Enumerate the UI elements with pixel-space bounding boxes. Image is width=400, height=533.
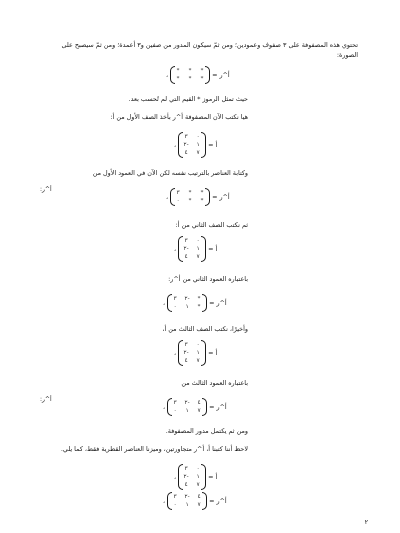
matrix-label-at: أ^ر <box>216 497 227 505</box>
matrix-cell: ١ <box>196 474 200 480</box>
matrix-label-at: أ^ر <box>216 299 227 307</box>
matrix-cell: ٣ <box>184 466 188 472</box>
matrix-cell: ٠ <box>196 238 200 244</box>
matrix-cell: * <box>188 68 192 74</box>
matrix-label-at: أ^ر <box>219 71 230 79</box>
comma: ، <box>174 473 177 481</box>
write-col1-text: وكتابة العناصر بالترتيب نفسه لكن الآن في العمود الأول من <box>92 169 248 177</box>
as-col3-text: باعتباره العمود الثالث من <box>181 379 248 387</box>
matrix-cell: ٢- <box>183 142 189 148</box>
note-text: لاحظ أننا كتبنا أ، أ^ر متجاورتين، وميزنا العناصر القطرية فقط، كما يلي. <box>60 445 248 453</box>
equation-at-col1 <box>166 188 230 206</box>
matrix-cell: ١ <box>196 350 200 356</box>
a-matrix <box>178 340 206 366</box>
matrix-cell: ٣ <box>184 134 188 140</box>
at-col1-matrix <box>170 188 210 206</box>
matrix-cell: * <box>188 198 192 204</box>
complete-text: ومن ثم يكتمل مدور المصفوفة. <box>165 427 248 435</box>
matrix-cell: * <box>188 190 192 196</box>
equals-sign: = <box>208 473 214 481</box>
matrix-cell: ٠ <box>173 502 177 508</box>
next-row2-text: ثم نكتب الصف الثاني من أ: <box>175 221 248 229</box>
matrix-cell: * <box>197 304 201 310</box>
matrix-cell: * <box>200 68 204 74</box>
matrix-cell: ٢- <box>184 494 190 500</box>
intro-paragraph: تحتوي هذه المصفوفة على ٣ صفوف وعمودين؛ ومن ثمّ سيكون المدور من صفين و٣ أعمدة؛ ومن ثمّ سيصبح على الصورة: <box>61 41 358 59</box>
matrix-cell: * <box>176 68 180 74</box>
matrix-cell: * <box>200 190 204 196</box>
equation-a-3 <box>174 340 217 366</box>
matrix-cell: ٧ <box>196 150 200 156</box>
stars-matrix <box>170 66 210 84</box>
matrix-cell: ٣ <box>184 342 188 348</box>
finally-row3-text: وأخيرًا، نكتب الصف الثالث من أ، <box>162 325 248 333</box>
equation-a-4 <box>174 464 217 490</box>
matrix-cell: ٧ <box>196 254 200 260</box>
matrix-cell: * <box>200 198 204 204</box>
equals-sign: = <box>209 497 215 505</box>
equals-sign: = <box>208 245 214 253</box>
matrix-cell: ٤ <box>184 358 188 364</box>
equation-at-full-1 <box>163 398 227 416</box>
comma: ، <box>166 71 169 79</box>
matrix-cell: * <box>176 76 180 82</box>
matrix-cell: ٧ <box>196 358 200 364</box>
matrix-cell: ١ <box>185 502 189 508</box>
matrix-cell: ٧ <box>197 408 201 414</box>
equation-a-2 <box>174 236 217 262</box>
matrix-cell: ٢- <box>184 296 190 302</box>
matrix-cell: ١ <box>196 142 200 148</box>
matrix-cell: ٣ <box>176 190 180 196</box>
matrix-label-a: أ <box>215 473 218 481</box>
comma: ، <box>163 299 166 307</box>
a-matrix <box>178 464 206 490</box>
equals-sign: = <box>208 141 214 149</box>
matrix-cell: ٧ <box>196 482 200 488</box>
matrix-cell: ٣ <box>184 238 188 244</box>
as-col2-text: باعتباره العمود الثاني من أ^ر: <box>168 275 248 283</box>
comma: ، <box>174 245 177 253</box>
side-label-at-1: أ^ر: <box>40 186 52 193</box>
at-col2-matrix <box>167 294 207 312</box>
matrix-label-at: أ^ر <box>216 403 227 411</box>
matrix-cell: ٣ <box>173 494 177 500</box>
stars-note: حيث تمثل الرموز * القيم التي لم تُحسب بعد. <box>128 95 248 103</box>
matrix-cell: ٤ <box>197 494 201 500</box>
matrix-cell: ١ <box>196 246 200 252</box>
equation-at-full-2 <box>163 492 227 510</box>
equals-sign: = <box>209 403 215 411</box>
a-matrix <box>178 236 206 262</box>
matrix-cell: ٤ <box>184 482 188 488</box>
matrix-label-a: أ <box>215 141 218 149</box>
comma: ، <box>163 497 166 505</box>
side-label-at-2: أ^ر: <box>40 396 52 403</box>
at-full-matrix <box>167 398 207 416</box>
matrix-label-at: أ^ر <box>219 193 230 201</box>
matrix-cell: ٠ <box>196 466 200 472</box>
matrix-cell: ٢- <box>184 400 190 406</box>
matrix-cell: ٣ <box>173 296 177 302</box>
matrix-cell: ٤ <box>197 400 201 406</box>
matrix-cell: ٠ <box>173 408 177 414</box>
equals-sign: = <box>208 349 214 357</box>
matrix-cell: ٠ <box>196 134 200 140</box>
matrix-cell: ٢- <box>183 350 189 356</box>
matrix-cell: ٠ <box>176 198 180 204</box>
matrix-cell: ١ <box>185 304 189 310</box>
page-number: ٢ <box>364 518 368 526</box>
equals-sign: = <box>212 71 218 79</box>
write-row1-text: هيا نكتب الآن المصفوفة أ^ر بأخذ الصف الأول من أ: <box>110 113 248 121</box>
matrix-cell: ٧ <box>197 502 201 508</box>
matrix-cell: ١ <box>185 408 189 414</box>
matrix-label-a: أ <box>215 245 218 253</box>
comma: ، <box>174 141 177 149</box>
matrix-cell: ٤ <box>184 150 188 156</box>
matrix-cell: ٢- <box>183 474 189 480</box>
comma: ، <box>163 403 166 411</box>
matrix-cell: * <box>197 296 201 302</box>
equation-at-col2 <box>163 294 227 312</box>
matrix-cell: * <box>188 76 192 82</box>
equals-sign: = <box>212 193 218 201</box>
at-full-matrix <box>167 492 207 510</box>
matrix-label-a: أ <box>215 349 218 357</box>
equals-sign: = <box>209 299 215 307</box>
a-matrix <box>178 132 206 158</box>
matrix-cell: ٠ <box>173 304 177 310</box>
matrix-cell: * <box>200 76 204 82</box>
matrix-cell: ٤ <box>184 254 188 260</box>
matrix-cell: ٠ <box>196 342 200 348</box>
equation-a-1 <box>174 132 217 158</box>
equation-at-stars <box>166 66 230 84</box>
comma: ، <box>166 193 169 201</box>
comma: ، <box>174 349 177 357</box>
matrix-cell: ٣ <box>173 400 177 406</box>
matrix-cell: ٢- <box>183 246 189 252</box>
